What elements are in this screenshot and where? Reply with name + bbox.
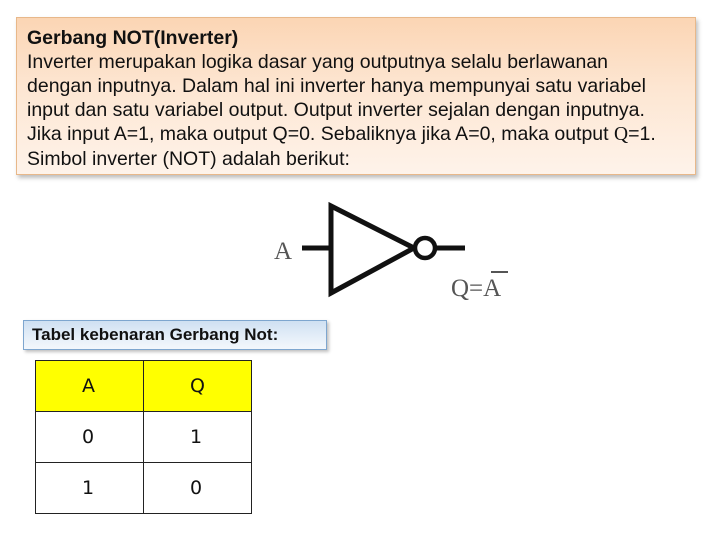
- description-title: Gerbang NOT(Inverter): [27, 27, 239, 49]
- table-cell: 0: [144, 463, 252, 514]
- gate-triangle: [331, 206, 414, 293]
- description-line: Inverter merupakan logika dasar yang outputnya selalu berlawanan: [27, 51, 609, 73]
- output-label-bar-letter: A: [483, 275, 502, 302]
- table-row: [36, 463, 252, 514]
- description-line: input dan satu variabel output. Output inverter sejalan dengan inputnya.: [27, 99, 645, 121]
- column-header-a: A: [36, 361, 144, 412]
- truth-table: [35, 360, 252, 514]
- output-label: [451, 275, 501, 302]
- description-line: [27, 122, 685, 147]
- q-symbol: Q: [614, 124, 629, 145]
- table-cell: 0: [36, 412, 144, 463]
- output-label-prefix: Q=: [451, 275, 484, 302]
- table-header-row: [36, 361, 252, 412]
- table-label: Tabel kebenaran Gerbang Not:: [23, 320, 327, 350]
- column-header-q: Q: [144, 361, 252, 412]
- description-line-text: =1.: [628, 123, 656, 145]
- inversion-bubble: [415, 238, 435, 258]
- description-line-text: Jika input A=1, maka output Q=0. Sebaliknya jika A=0, maka output: [27, 123, 609, 145]
- table-row: [36, 412, 252, 463]
- description-box: [16, 17, 696, 175]
- not-gate-symbol: [265, 195, 525, 310]
- description-line: dengan inputnya. Dalam hal ini inverter hanya mempunyai satu variabel: [27, 75, 646, 97]
- table-cell: 1: [36, 463, 144, 514]
- table-cell: 1: [144, 412, 252, 463]
- input-label: A: [274, 238, 293, 265]
- description-line: Simbol inverter (NOT) adalah berikut:: [27, 148, 350, 170]
